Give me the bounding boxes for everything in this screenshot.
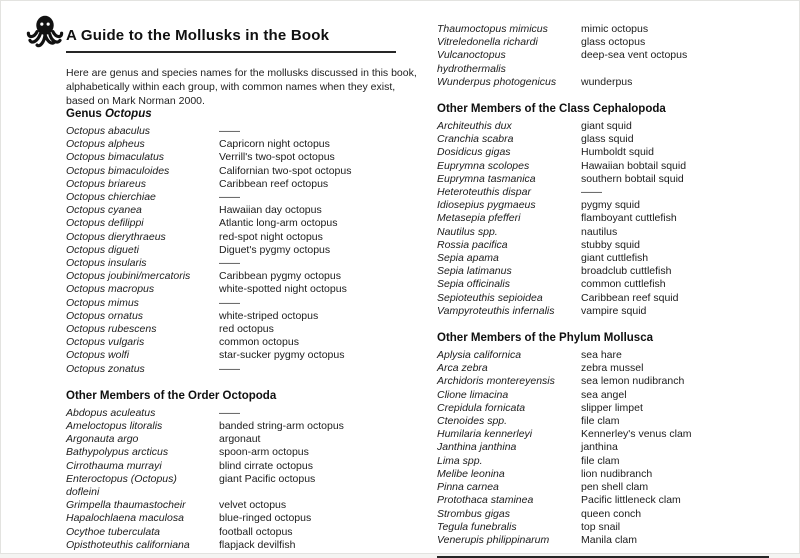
common-name: Verrill's two-spot octopus <box>219 151 335 164</box>
common-name: pygmy squid <box>581 199 640 212</box>
species-name: Humilaria kennerleyi <box>437 428 533 441</box>
common-name: stubby squid <box>581 238 640 251</box>
common-name: giant squid <box>581 120 632 133</box>
species-row <box>437 508 769 521</box>
section-heading-text: Other Members of the Order Octopoda <box>66 389 277 402</box>
common-name: —— <box>219 191 240 204</box>
common-name: sea angel <box>581 388 627 401</box>
common-name: sea hare <box>581 349 622 362</box>
species-row <box>66 407 396 420</box>
species-name: Hapalochlaena maculosa <box>66 512 184 525</box>
intro-text <box>66 66 417 108</box>
species-row <box>437 349 769 362</box>
species-row <box>66 473 396 499</box>
section-heading-text: Genus <box>66 108 105 120</box>
common-name: flapjack devilfish <box>219 538 296 551</box>
left-column <box>66 27 417 552</box>
species-row <box>437 375 769 388</box>
common-name: common octopus <box>219 336 299 349</box>
common-name: flamboyant cuttlefish <box>581 212 677 225</box>
species-row <box>437 49 769 75</box>
species-row <box>437 362 769 375</box>
species-name: Octopus insularis <box>66 257 147 270</box>
species-name: Octopus cyanea <box>66 204 142 217</box>
species-row <box>437 226 769 239</box>
common-name: star-sucker pygmy octopus <box>219 349 345 362</box>
species-row <box>437 494 769 507</box>
species-row <box>437 239 769 252</box>
species-row <box>66 297 396 310</box>
common-name: lion nudibranch <box>581 467 653 480</box>
species-row <box>66 270 396 283</box>
species-name: Pinna carnea <box>437 481 499 494</box>
common-name: Atlantic long-arm octopus <box>219 217 338 230</box>
species-name: Octopus macropus <box>66 283 155 296</box>
species-name: Octopus rubescens <box>66 323 157 336</box>
common-name: Caribbean reef octopus <box>219 177 329 190</box>
species-name: Crepidula fornicata <box>437 401 526 414</box>
common-name: common cuttlefish <box>581 278 666 291</box>
page-header <box>66 27 417 108</box>
common-name: football octopus <box>219 525 293 538</box>
species-name: Metasepia pfefferi <box>437 212 521 225</box>
species-row <box>437 428 769 441</box>
species-name: Opisthoteuthis californiana <box>66 538 190 551</box>
species-name: Octopus joubini/mercatoris <box>66 270 191 283</box>
common-name: argonaut <box>219 433 261 446</box>
species-row <box>66 512 396 525</box>
species-name: Sepia apama <box>437 252 499 265</box>
common-name: vampire squid <box>581 304 647 317</box>
species-row <box>437 120 769 133</box>
common-name: glass squid <box>581 133 634 146</box>
species-row <box>437 415 769 428</box>
species-name: Bathypolypus arcticus <box>66 446 169 459</box>
species-name: Lima spp. <box>437 454 483 467</box>
species-row <box>437 133 769 146</box>
species-row <box>437 265 769 278</box>
species-row <box>66 231 396 244</box>
species-name: Janthina janthina <box>437 441 517 454</box>
species-name: Euprymna tasmanica <box>437 172 536 185</box>
common-name: deep-sea vent octopus <box>581 49 688 62</box>
species-row <box>437 23 769 36</box>
species-row <box>437 146 769 159</box>
species-row <box>437 481 769 494</box>
species-name: Vulcanoctopus hydrothermalis <box>437 49 506 75</box>
species-name: Arca zebra <box>437 362 488 375</box>
common-name: broadclub cuttlefish <box>581 265 672 278</box>
section-order-octopoda-continued <box>437 23 769 89</box>
species-row <box>66 446 396 459</box>
species-row <box>66 363 396 376</box>
common-name: Californian two-spot octopus <box>219 164 352 177</box>
common-name: giant cuttlefish <box>581 252 649 265</box>
species-name: Octopus digueti <box>66 243 139 256</box>
species-row <box>437 389 769 402</box>
section-heading <box>66 390 396 402</box>
species-name: Nautilus spp. <box>437 225 498 238</box>
species-name: Cranchia scabra <box>437 133 514 146</box>
species-name: Clione limacina <box>437 388 509 401</box>
left-sections <box>66 108 396 552</box>
species-name: Octopus alpheus <box>66 138 145 151</box>
species-name: Octopus zonatus <box>66 362 145 375</box>
section-heading <box>66 108 396 120</box>
intro-line: alphabetically within each group, with common names when they exist, <box>66 81 396 93</box>
common-name: Caribbean pygmy octopus <box>219 270 341 283</box>
species-row <box>437 173 769 186</box>
common-name: blue-ringed octopus <box>219 512 312 525</box>
species-name: Thaumoctopus mimicus <box>437 23 548 35</box>
common-name: glass octopus <box>581 36 646 49</box>
common-name: wunderpus <box>581 75 633 88</box>
species-row <box>66 433 396 446</box>
species-name: Tegula funebralis <box>437 520 517 533</box>
section-phylum-mollusca <box>437 332 769 547</box>
common-name: Hawaiian day octopus <box>219 204 322 217</box>
species-name: Ocythoe tuberculata <box>66 525 160 538</box>
species-row <box>437 534 769 547</box>
section-heading <box>437 103 769 115</box>
common-name: Kennerley's venus clam <box>581 428 692 441</box>
common-name: zebra mussel <box>581 362 644 375</box>
species-name: Architeuthis dux <box>437 120 512 133</box>
species-name: Euprymna scolopes <box>437 159 530 172</box>
common-name: white-striped octopus <box>219 309 319 322</box>
species-name: Octopus ornatus <box>66 309 144 322</box>
species-row <box>66 283 396 296</box>
species-row <box>437 305 769 318</box>
species-row <box>437 402 769 415</box>
common-name: banded string-arm octopus <box>219 420 344 433</box>
species-row <box>437 441 769 454</box>
common-name: —— <box>219 296 240 309</box>
species-name: Sepioteuthis sepioidea <box>437 291 543 304</box>
species-row <box>66 310 396 323</box>
species-name: Octopus bimaculoides <box>66 164 170 177</box>
common-name: queen conch <box>581 507 642 520</box>
species-name: Octopus dierythraeus <box>66 230 166 243</box>
common-name: southern bobtail squid <box>581 172 684 185</box>
common-name: Capricorn night octopus <box>219 138 330 151</box>
species-row <box>66 165 396 178</box>
species-row <box>437 292 769 305</box>
species-name: Archidoris montereyensis <box>437 375 555 388</box>
species-row <box>66 420 396 433</box>
species-name: Octopus chierchiae <box>66 191 156 204</box>
common-name: file clam <box>581 415 620 428</box>
common-name: —— <box>219 257 240 270</box>
section-order-octopoda <box>66 390 396 552</box>
species-row <box>66 178 396 191</box>
common-name: file clam <box>581 454 620 467</box>
species-row <box>66 349 396 362</box>
intro-line: based on Mark Norman 2000. <box>66 95 205 107</box>
species-row <box>66 526 396 539</box>
species-row <box>437 199 769 212</box>
species-row <box>437 212 769 225</box>
species-name: Idiosepius pygmaeus <box>437 199 536 212</box>
common-name: Caribbean reef squid <box>581 291 679 304</box>
right-sections <box>437 23 769 547</box>
species-row <box>437 36 769 49</box>
species-row <box>66 257 396 270</box>
section-class-cephalopoda <box>437 103 769 318</box>
species-row <box>437 278 769 291</box>
species-name: Sepia latimanus <box>437 265 512 278</box>
common-name: giant Pacific octopus <box>219 472 316 485</box>
species-row <box>66 323 396 336</box>
common-name: top snail <box>581 520 621 533</box>
title-rule <box>66 51 396 53</box>
species-name: Melibe leonina <box>437 467 505 480</box>
common-name: —— <box>581 186 602 199</box>
species-name: Wunderpus photogenicus <box>437 75 557 88</box>
species-name: Argonauta argo <box>66 433 139 446</box>
species-row <box>437 160 769 173</box>
species-name: Heteroteuthis dispar <box>437 186 531 199</box>
species-name: Octopus bimaculatus <box>66 151 165 164</box>
species-row <box>66 151 396 164</box>
species-name: Rossia pacifica <box>437 238 508 251</box>
page-title: A Guide to the Mollusks in the Book <box>66 27 330 44</box>
common-name: Diguet's pygmy octopus <box>219 243 331 256</box>
common-name: Pacific littleneck clam <box>581 494 681 507</box>
common-name: Hawaiian bobtail squid <box>581 159 687 172</box>
species-row <box>437 186 769 199</box>
species-row <box>66 499 396 512</box>
species-name: Vitreledonella richardi <box>437 36 538 49</box>
common-name: Humboldt squid <box>581 146 654 159</box>
common-name: blind cirrate octopus <box>219 459 313 472</box>
species-name: Sepia officinalis <box>437 278 510 291</box>
common-name: white-spotted night octopus <box>219 283 347 296</box>
octopus-icon <box>26 13 64 55</box>
section-heading-text: Other Members of the Phylum Mollusca <box>437 332 653 345</box>
common-name: sea lemon nudibranch <box>581 375 685 388</box>
species-row <box>66 204 396 217</box>
species-name: Enteroctopus (Octopus) dofleini <box>66 472 177 499</box>
species-name: Ameloctopus litoralis <box>66 420 163 433</box>
section-heading <box>437 332 769 344</box>
species-row <box>66 125 396 138</box>
species-name: Octopus defilippi <box>66 217 144 230</box>
species-name: Octopus briareus <box>66 177 146 190</box>
species-name: Octopus mimus <box>66 296 139 309</box>
species-row <box>437 468 769 481</box>
section-genus-octopus <box>66 108 396 376</box>
section-heading-text: Other Members of the Class Cephalopoda <box>437 103 666 116</box>
species-name: Strombus gigas <box>437 507 510 520</box>
common-name: spoon-arm octopus <box>219 446 309 459</box>
common-name: —— <box>219 125 240 137</box>
species-row <box>66 460 396 473</box>
species-name: Ctenoides spp. <box>437 415 508 428</box>
species-name: Dosidicus gigas <box>437 146 511 159</box>
common-name: slipper limpet <box>581 401 643 414</box>
common-name: Manila clam <box>581 533 638 546</box>
species-name: Grimpella thaumastocheir <box>66 499 186 512</box>
species-name: Venerupis philippinarum <box>437 533 550 546</box>
common-name: —— <box>219 406 240 419</box>
common-name: red-spot night octopus <box>219 230 323 243</box>
common-name: mimic octopus <box>581 23 649 35</box>
species-name: Aplysia californica <box>437 349 522 362</box>
species-row <box>66 336 396 349</box>
species-name: Cirrothauma murrayi <box>66 459 162 472</box>
species-row <box>66 191 396 204</box>
species-row <box>66 244 396 257</box>
species-row <box>437 455 769 468</box>
common-name: velvet octopus <box>219 499 287 512</box>
species-name: Octopus abaculus <box>66 125 151 137</box>
species-name: Octopus vulgaris <box>66 336 145 349</box>
common-name: pen shell clam <box>581 481 649 494</box>
section-heading-italic: Octopus <box>104 108 152 120</box>
species-name: Protothaca staminea <box>437 494 534 507</box>
species-row <box>437 521 769 534</box>
species-row <box>66 539 396 552</box>
species-row <box>437 252 769 265</box>
common-name: —— <box>219 362 240 375</box>
species-row <box>66 138 396 151</box>
common-name: red octopus <box>219 323 274 336</box>
common-name: nautilus <box>581 225 618 238</box>
species-name: Abdopus aculeatus <box>66 406 156 419</box>
common-name: janthina <box>581 441 618 454</box>
species-name: Vampyroteuthis infernalis <box>437 304 555 317</box>
intro-line: Here are genus and species names for the mollusks discussed in this book, <box>66 67 417 79</box>
species-name: Octopus wolfi <box>66 349 130 362</box>
right-column <box>437 23 769 558</box>
species-row <box>66 217 396 230</box>
species-row <box>437 76 769 89</box>
